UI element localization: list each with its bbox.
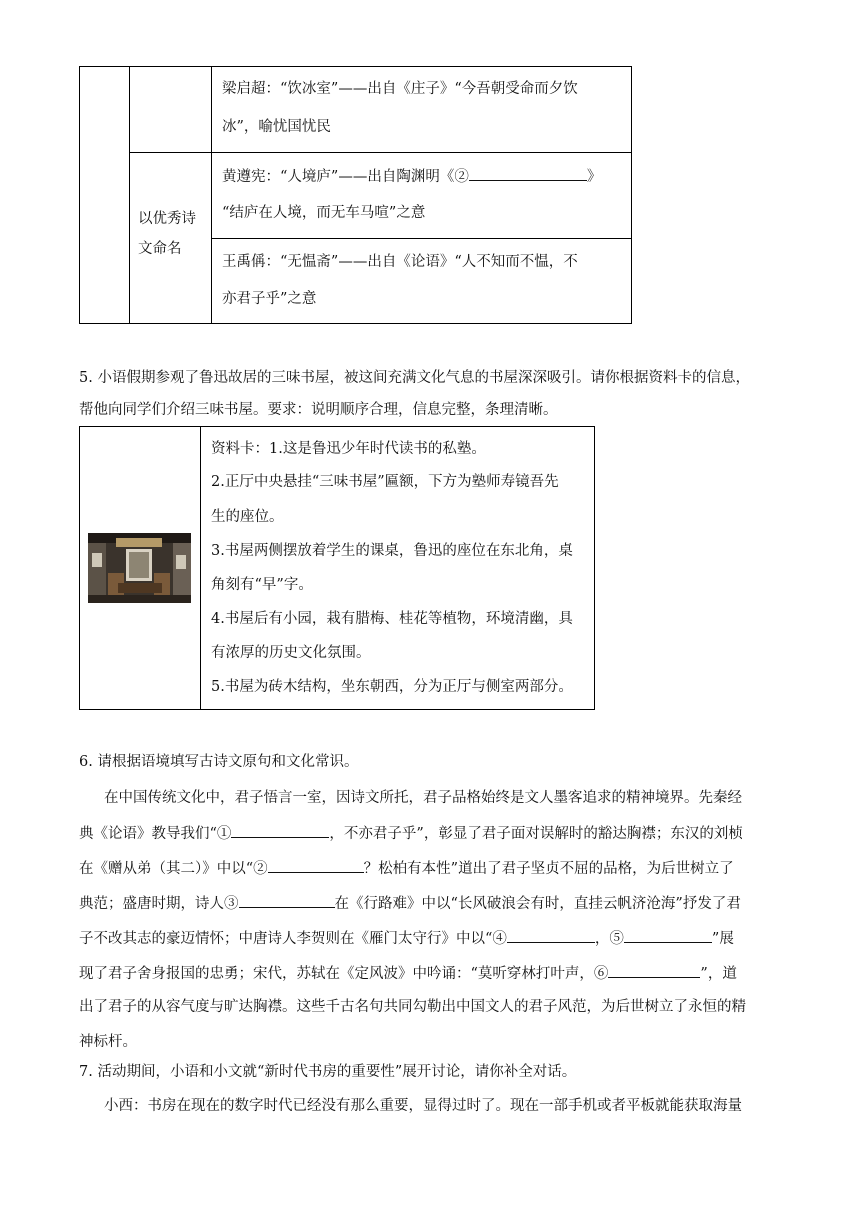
answer-blank-5[interactable] [624,928,712,943]
card-line: 4.书屋后有小园，栽有腊梅、桂花等植物，环境清幽，具 [211,611,573,627]
card-line: 资料卡：1.这是鲁迅少年时代读书的私塾。 [211,441,486,457]
q6-line: 神标杆。 [79,1034,137,1050]
q6-title: 6. 请根据语境填写古诗文原句和文化常识。 [79,754,359,770]
photo-cell [80,427,201,709]
q6-line: 子不改其志的豪迈情怀；中唐诗人李贺则在《雁门太守行》中以“④ ，⑤ ”展 [79,928,734,949]
row-text: 冰”，喻忧国忧民 [222,119,331,135]
table-row [212,153,631,239]
row-text: 黄遵宪：“人境庐”——出自陶渊明《② 》 [222,166,601,187]
card-line: 3.书屋两侧摆放着学生的课桌，鲁迅的座位在东北角，桌 [211,543,573,559]
category-label-line2: 文命名 [138,241,182,257]
q6-line: 典范；盛唐时期，诗人③ 在《行路难》中以“长风破浪会有时，直挂云帆济沧海”抒发了君 [79,893,741,914]
naming-table [79,66,632,324]
row-text: 梁启超：“饮冰室”——出自《庄子》“今吾朝受命而夕饮 [222,81,578,97]
q6-line: 典《论语》教导我们“① ，不亦君子乎”，彰显了君子面对误解时的豁达胸襟；东汉的刘桢 [79,823,743,844]
row-text: “结庐在人境，而无车马喧”之意 [222,205,426,221]
q6-line: 现了君子舍身报国的忠勇；宋代，苏轼在《定风波》中吟诵：“莫听穿林打叶声，⑥ ”，道 [79,963,737,984]
answer-blank-2[interactable] [268,858,364,873]
card-line: 2.正厅中央悬挂“三味书屋”匾额，下方为塾师寿镜吾先 [211,474,559,490]
card-line: 5.书屋为砖木结构，坐东朝西，分为正厅与侧室两部分。 [211,679,573,695]
sanwei-study-photo [88,533,191,603]
card-line: 有浓厚的历史文化氛围。 [211,645,371,661]
q6-line: 出了君子的从容气度与旷达胸襟。这些千古名句共同勾勒出中国文人的君子风范，为后世树立了永恒的精 [79,999,746,1015]
table-category-cell [130,153,212,324]
table-row [212,67,631,153]
table-blank-column [80,67,130,323]
answer-blank[interactable] [469,166,587,181]
table-row [212,239,631,324]
answer-blank-6[interactable] [608,963,700,978]
row-text: 王禹偁：“无愠斋”——出自《论语》“人不知而不愠，不 [222,254,578,270]
category-label-line1: 以优秀诗 [138,211,196,227]
q7-title: 7. 活动期间，小语和小文就“新时代书房的重要性”展开讨论，请你补全对话。 [79,1064,577,1080]
answer-blank-3[interactable] [239,893,335,908]
q5-text-line1: 5. 小语假期参观了鲁迅故居的三味书屋，被这间充满文化气息的书屋深深吸引。请你根据资料卡的信息， [79,370,750,386]
card-line: 生的座位。 [211,509,284,525]
q5-text-line2: 帮他向同学们介绍三味书屋。要求：说明顺序合理，信息完整，条理清晰。 [79,402,558,418]
answer-blank-1[interactable] [231,823,329,838]
q6-line: 在中国传统文化中，君子悟言一室，因诗文所托，君子品格始终是文人墨客追求的精神境界。先秦经 [104,790,742,806]
answer-blank-4[interactable] [507,928,595,943]
q7-line: 小西：书房在现在的数字时代已经没有那么重要，显得过时了。现在一部手机或者平板就能获取海量 [104,1098,742,1114]
q6-line: 在《赠从弟（其二）》中以“② ？松柏有本性”道出了君子坚贞不屈的品格，为后世树立了 [79,858,734,879]
table-category-cell-top [130,67,212,153]
card-line: 角刻有“早”字。 [211,577,313,593]
info-card-table [79,426,595,710]
row-text: 亦君子乎”之意 [222,291,317,307]
